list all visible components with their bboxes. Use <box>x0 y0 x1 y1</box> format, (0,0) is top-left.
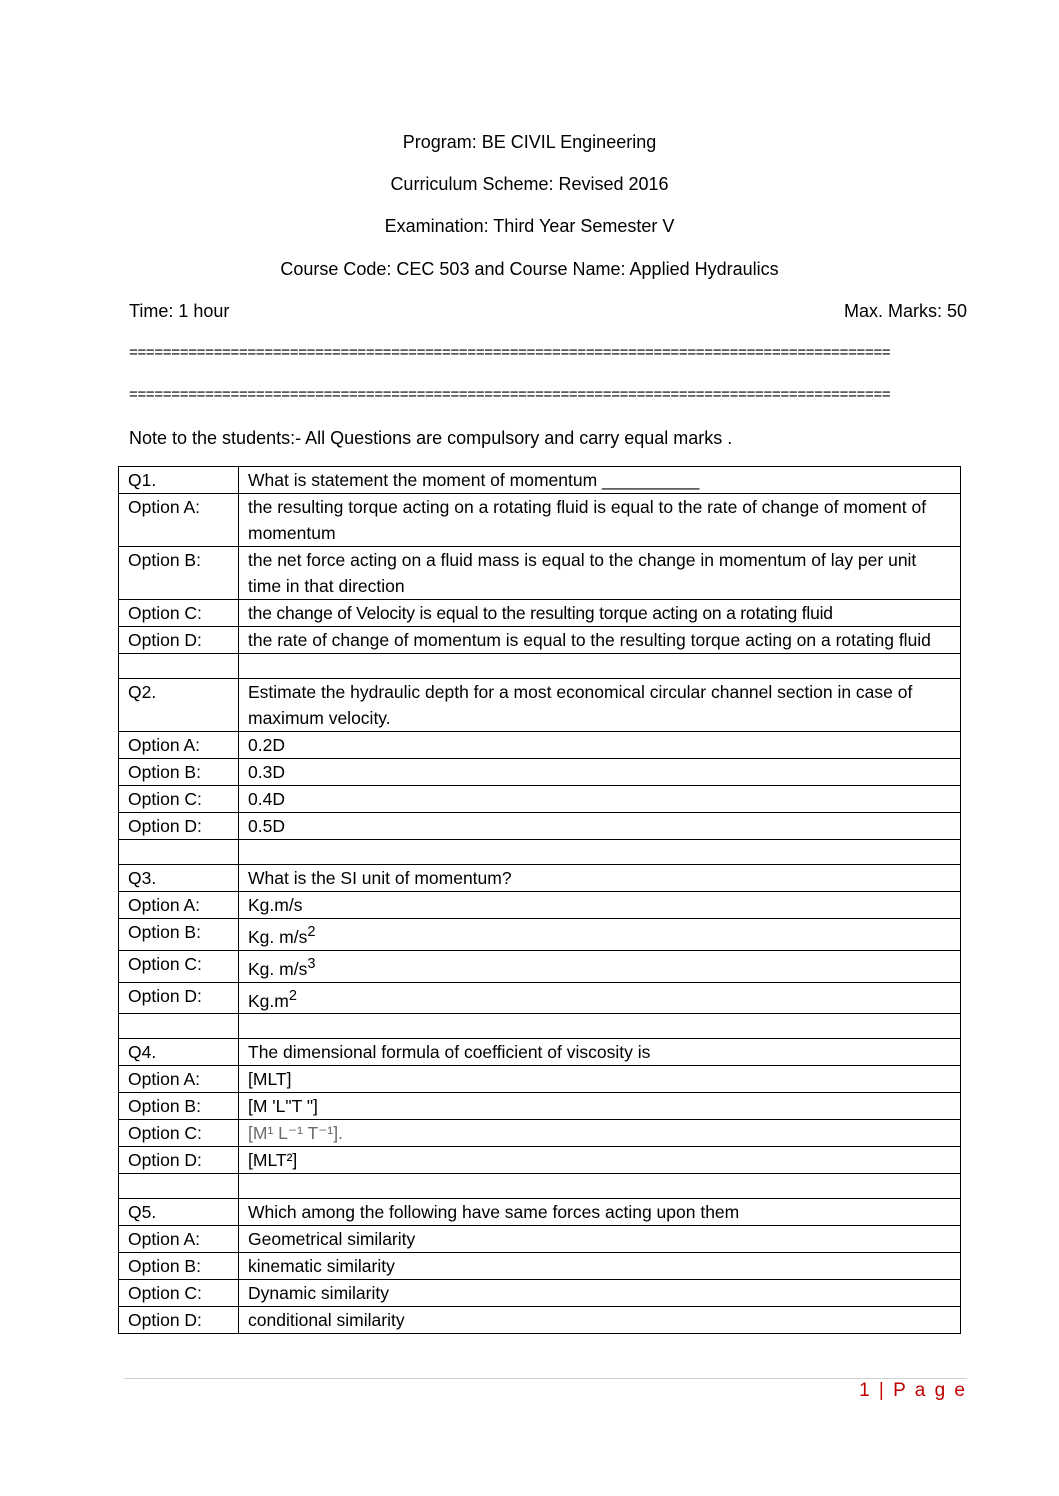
question-number: Q3. <box>119 865 239 892</box>
superscript: 2 <box>288 987 297 1004</box>
question-row <box>119 679 961 732</box>
option-label: Option C: <box>119 950 239 982</box>
examination-line: Examination: Third Year Semester V <box>384 216 675 236</box>
option-text: the net force acting on a fluid mass is equal to the change in momentum of lay per unit time in that direction <box>239 547 961 600</box>
option-text: the change of Velocity is equal to the resulting torque acting on a rotating fluid <box>239 600 961 627</box>
page-number: 1 | P a g e <box>859 1380 967 1401</box>
option-row <box>119 982 961 1014</box>
option-label: Option D: <box>119 1147 239 1174</box>
option-label: Option C: <box>119 1280 239 1307</box>
option-row <box>119 600 961 627</box>
option-row <box>119 1307 961 1334</box>
option-row <box>119 786 961 813</box>
option-label: Option D: <box>119 813 239 840</box>
option-row <box>119 1280 961 1307</box>
option-text: 0.2D <box>239 732 961 759</box>
question-text: The dimensional formula of coefficient of viscosity is <box>239 1039 961 1066</box>
option-text: 0.4D <box>239 786 961 813</box>
spacer-row <box>119 840 961 865</box>
option-text: Geometrical similarity <box>239 1226 961 1253</box>
option-row <box>119 950 961 982</box>
question-number: Q4. <box>119 1039 239 1066</box>
option-row <box>119 494 961 547</box>
superscript: 2 <box>307 924 316 940</box>
option-text: [MLT] <box>239 1066 961 1093</box>
question-text: Which among the following have same forces acting upon them <box>239 1199 961 1226</box>
time-text: Time: 1 hour <box>129 301 230 321</box>
option-label: Option A: <box>119 1226 239 1253</box>
question-text: Estimate the hydraulic depth for a most economical circular channel section in case of maximum velocity. <box>239 679 961 732</box>
question-text: What is the SI unit of momentum? <box>239 865 961 892</box>
option-row <box>119 759 961 786</box>
option-label: Option A: <box>119 494 239 547</box>
option-label: Option D: <box>119 982 239 1014</box>
course-line: Course Code: CEC 503 and Course Name: Applied Hydraulics <box>280 259 779 279</box>
question-row <box>119 1199 961 1226</box>
spacer-row <box>119 1014 961 1039</box>
option-label: Option C: <box>119 600 239 627</box>
option-row <box>119 732 961 759</box>
option-row <box>119 919 961 951</box>
option-text: Kg. $m/s^2$ <box>239 919 961 951</box>
scheme-line: Curriculum Scheme: Revised 2016 <box>390 174 669 194</box>
note-to-students: Note to the students:- All Questions are compulsory and carry equal marks . <box>129 428 733 448</box>
option-label: Option D: <box>119 627 239 654</box>
max-marks-text: Max. Marks: 50 <box>843 301 967 321</box>
option-text: the resulting torque acting on a rotating fluid is equal to the rate of change of moment of momentum <box>239 494 961 547</box>
option-row <box>119 1120 961 1147</box>
separator-line-1: ========================================================================================== <box>129 344 891 361</box>
separator-line-2: ========================================================================================== <box>129 386 891 403</box>
option-label: Option C: <box>119 1120 239 1147</box>
option-label: Option A: <box>119 892 239 919</box>
time-marks-row <box>129 299 967 323</box>
option-label: Option B: <box>119 1093 239 1120</box>
option-row <box>119 627 961 654</box>
option-row <box>119 1253 961 1280</box>
option-text: 0.5D <box>239 813 961 840</box>
spacer-row <box>119 654 961 679</box>
option-text: [MLT²] <box>239 1147 961 1174</box>
option-label: Option D: <box>119 1307 239 1334</box>
spacer-row <box>119 1174 961 1199</box>
question-number: Q2. <box>119 679 239 732</box>
question-number: Q1. <box>119 467 239 494</box>
questions-table <box>118 466 961 1334</box>
option-row <box>119 1093 961 1120</box>
option-row <box>119 547 961 600</box>
option-text: conditional similarity <box>239 1307 961 1334</box>
question-row <box>119 467 961 494</box>
question-row <box>119 1039 961 1066</box>
option-text: [M¹ L⁻¹ T⁻¹]. <box>239 1120 961 1147</box>
option-row <box>119 1226 961 1253</box>
superscript: 3 <box>307 955 316 972</box>
option-text: [M 'L"T "] <box>239 1093 961 1120</box>
option-text: Kg.m/s <box>239 892 961 919</box>
option-text: Dynamic similarity <box>239 1280 961 1307</box>
option-label: Option A: <box>119 732 239 759</box>
option-text: $Kg.m^2$ <box>239 982 961 1014</box>
option-row <box>119 1147 961 1174</box>
question-text: What is statement the moment of momentum __________ <box>239 467 961 494</box>
option-text: 0.3D <box>239 759 961 786</box>
option-label: Option B: <box>119 1253 239 1280</box>
option-text: kinematic similarity <box>239 1253 961 1280</box>
program-line: Program: BE CIVIL Engineering <box>402 132 657 152</box>
footer-divider <box>124 1378 967 1379</box>
option-label: Option B: <box>119 547 239 600</box>
option-label: Option C: <box>119 786 239 813</box>
option-row <box>119 1066 961 1093</box>
question-number: Q5. <box>119 1199 239 1226</box>
option-row <box>119 892 961 919</box>
question-row <box>119 865 961 892</box>
option-row <box>119 813 961 840</box>
option-text: Kg. $m/s^3$ <box>239 950 961 982</box>
option-label: Option B: <box>119 759 239 786</box>
option-text: the rate of change of momentum is equal to the resulting torque acting on a rotating fluid <box>239 627 961 654</box>
option-label: Option A: <box>119 1066 239 1093</box>
option-label: Option B: <box>119 919 239 951</box>
